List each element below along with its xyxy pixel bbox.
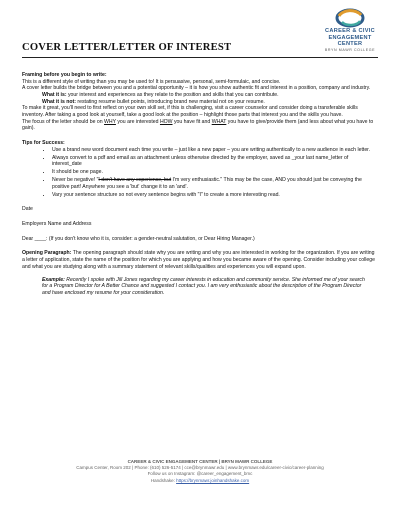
what-it-is-not — [22, 99, 378, 106]
career-center-logo — [304, 6, 396, 53]
opening-text: The opening paragraph should state why you are writing and why you are interested in working for the organization. If you are writing a letter of application, state the name of the position for which you are applying and how you became aware of the opening. Consider including your college and what you are studying along with a summary statement of relevant skills/qualities and experiences you will expand upon. — [22, 250, 375, 270]
focus-text-d: you have to give/provide them (and less about what you have to gain). — [22, 118, 374, 132]
opening-paragraph — [22, 250, 378, 270]
framing-paragraph-1: This is a different style of writing than you may be used to! It is persuasive, personal, semi-formulaic, and concise. — [22, 78, 281, 85]
logo-text-line1: CAREER & CIVIC — [325, 28, 375, 34]
tips-list — [22, 147, 378, 199]
what-it-is-label: What it is: — [42, 91, 67, 98]
focus-text-c: you have fit and — [172, 118, 212, 125]
title-divider — [22, 57, 378, 58]
tip-item: • Vary your sentence structure so not every sentence begins with "I" to create a more interesting read. — [52, 192, 378, 199]
footer-contact: Campus Center, Room 202 | Phone: (610) 526-5174 | cce@brynmawr.edu | www.brynmawr.edu/career-civic/career-planning — [76, 465, 324, 471]
tip-item: • It should be one page. — [52, 169, 378, 176]
opening-label: Opening Paragraph: — [22, 250, 72, 257]
tip-negative-strikethrough: I don't have any experience, but — [98, 177, 172, 184]
tip-item: • Use a brand new word document each time you write – just like a new paper – you are writing authentically to a new audience in each letter. — [52, 147, 378, 154]
logo-text-college: BRYN MAWR COLLEGE — [324, 47, 376, 52]
what-it-is-not-label: What it is not: — [42, 98, 76, 105]
tip-negative-text-b: I'm very enthusiastic." This may be the case, AND you should just be conveying the positive part! Anywhere you see a 'but' change it to an 'and'. — [52, 177, 362, 190]
tips-heading: Tips for Success: — [22, 139, 65, 146]
letter-employer: Employers Name and Address — [22, 221, 92, 227]
what-it-is-not-text: restating resume bullet points, introducing brand new material not on your resume. — [75, 98, 265, 105]
framing-paragraph-3: To make it great, you'll need to first reflect on your own skill set, if this is challenging, visit a career counselor and consider doing a transferable skills inventory. After taking a good look at yourself, take a good look at the position – highlight those parts that interest you and the skills you have. — [22, 105, 358, 118]
logo-text-line3: CENTER — [337, 41, 363, 48]
example-text: Recently I spoke with Jill Jones regarding my career interests in education and community service. She informed me of your search for a Program Director for A Better Chance and suggested I contact you. I am very enthusiastic about the description of the Program Director and have enclosed my resume for your consideration. — [42, 276, 365, 297]
framing-paragraph-2: A cover letter builds the bridge between you and a potential opportunity – it is how you show authentic fit and interest in a position, company and industry. — [22, 85, 371, 92]
tip-negative-text-a: Never be negative! " — [52, 177, 99, 184]
focus-why: WHY — [104, 118, 116, 125]
footer-instagram: Follow us on Instagram: @career_engagement_bmc — [147, 471, 253, 477]
page-footer — [0, 459, 400, 484]
tip-item — [52, 177, 378, 190]
what-it-is — [22, 92, 378, 99]
example-label: Example: — [42, 276, 65, 283]
page-title: COVER LETTER/LETTER OF INTEREST — [22, 42, 232, 53]
focus-what: WHAT — [211, 118, 227, 125]
logo-text-line2: ENGAGEMENT — [328, 34, 372, 41]
focus-how: HOW — [159, 118, 173, 125]
what-it-is-text: your interest and experiences as they relate to the position and skills that you can contribute. — [66, 91, 279, 98]
main-content — [22, 72, 378, 297]
framing-paragraph-4 — [22, 119, 378, 132]
logo-swirl-icon — [330, 6, 370, 28]
letter-date: Date — [22, 206, 33, 213]
example-paragraph — [22, 277, 378, 297]
focus-text-b: you are interested — [115, 118, 160, 125]
handshake-link[interactable]: https://brynmawr.joinhandshake.com — [176, 477, 250, 483]
footer-handshake — [0, 478, 400, 484]
letter-salutation: Dear ____: (If you don't know who it is, consider: a gender-neutral salutation, or Dear Hiring Manager.) — [22, 235, 255, 242]
footer-handshake-label: Handshake: — [150, 477, 177, 483]
footer-org: CAREER & CIVIC ENGAGEMENT CENTER | BRYN MAWR COLLEGE — [127, 459, 273, 464]
tip-item: • Always convert to a pdf and email as an attachment unless otherwise directed by the employer, saved as _your last name_letter of interest_date — [52, 155, 378, 168]
focus-text-a: The focus of the letter should be on — [22, 118, 105, 125]
framing-heading: Framing before you begin to write: — [22, 72, 107, 78]
